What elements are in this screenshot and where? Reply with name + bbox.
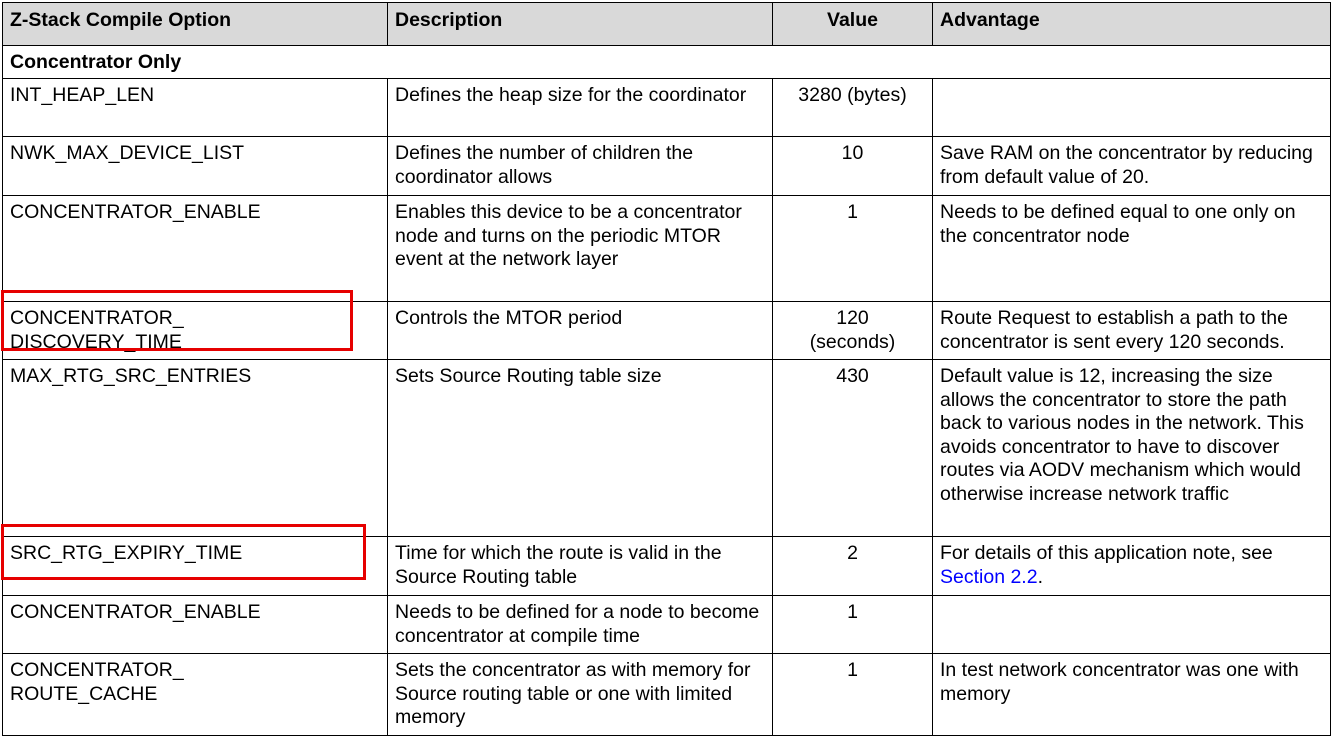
description-cell: Enables this device to be a concentrator node and turns on the periodic MTOR event at the network layer (388, 196, 773, 302)
option-cell: CONCENTRATOR_ENABLE (3, 596, 388, 654)
advantage-cell: Route Request to establish a path to the concentrator is sent every 120 seconds. (933, 302, 1331, 360)
table-row (3, 196, 1331, 302)
option-cell: MAX_RTG_SRC_ENTRIES (3, 360, 388, 537)
table-row (3, 137, 1331, 196)
value-cell: 10 (773, 137, 933, 196)
section-title: Concentrator Only (3, 46, 1331, 79)
option-cell: SRC_RTG_EXPIRY_TIME (3, 537, 388, 596)
value-cell (773, 302, 933, 360)
description-cell: Sets Source Routing table size (388, 360, 773, 537)
value-cell: 2 (773, 537, 933, 596)
advantage-cell (933, 79, 1331, 137)
option-line: DISCOVERY_TIME (10, 330, 182, 353)
description-cell: Needs to be defined for a node to become concentrator at compile time (388, 596, 773, 654)
description-cell: Defines the heap size for the coordinator (388, 79, 773, 137)
advantage-cell (933, 596, 1331, 654)
option-cell (3, 302, 388, 360)
table-row (3, 596, 1331, 654)
section-link[interactable]: Section 2.2 (940, 565, 1038, 588)
advantage-text: For details of this application note, see (940, 542, 1273, 564)
header-option: Z-Stack Compile Option (3, 3, 388, 46)
advantage-cell: In test network concentrator was one with memory (933, 654, 1331, 736)
header-row (3, 3, 1331, 46)
option-cell: CONCENTRATOR_ENABLE (3, 196, 388, 302)
value-cell: 430 (773, 360, 933, 537)
table-row (3, 537, 1331, 596)
value-line: 120 (836, 307, 869, 329)
table-row (3, 360, 1331, 537)
value-cell: 1 (773, 196, 933, 302)
description-cell: Sets the concentrator as with memory for Source routing table or one with limited memory (388, 654, 773, 736)
advantage-cell (933, 537, 1331, 596)
table-row (3, 79, 1331, 137)
description-cell: Defines the number of children the coordinator allows (388, 137, 773, 196)
value-cell: 3280 (bytes) (773, 79, 933, 137)
description-cell: Controls the MTOR period (388, 302, 773, 360)
value-cell: 1 (773, 654, 933, 736)
table-row (3, 654, 1331, 736)
advantage-cell: Needs to be defined equal to one only on the concentrator node (933, 196, 1331, 302)
section-row (3, 46, 1331, 79)
header-description: Description (388, 3, 773, 46)
value-line: (seconds) (809, 330, 896, 353)
option-line: CONCENTRATOR_ (10, 659, 184, 681)
advantage-cell: Save RAM on the concentrator by reducing from default value of 20. (933, 137, 1331, 196)
description-cell: Time for which the route is valid in the Source Routing table (388, 537, 773, 596)
advantage-cell: Default value is 12, increasing the size allows the concentrator to store the path back to various nodes in the network. This avoids concentrator to have to discover routes via AODV mechanism which would otherwise increase network traffic (933, 360, 1331, 537)
option-cell: INT_HEAP_LEN (3, 79, 388, 137)
advantage-period: . (1037, 565, 1043, 588)
value-cell: 1 (773, 596, 933, 654)
option-line: CONCENTRATOR_ (10, 307, 184, 329)
option-cell: NWK_MAX_DEVICE_LIST (3, 137, 388, 196)
compile-options-table (2, 2, 1331, 736)
header-advantage: Advantage (933, 3, 1331, 46)
header-value: Value (773, 3, 933, 46)
option-line: ROUTE_CACHE (10, 682, 158, 705)
option-cell (3, 654, 388, 736)
table-row (3, 302, 1331, 360)
